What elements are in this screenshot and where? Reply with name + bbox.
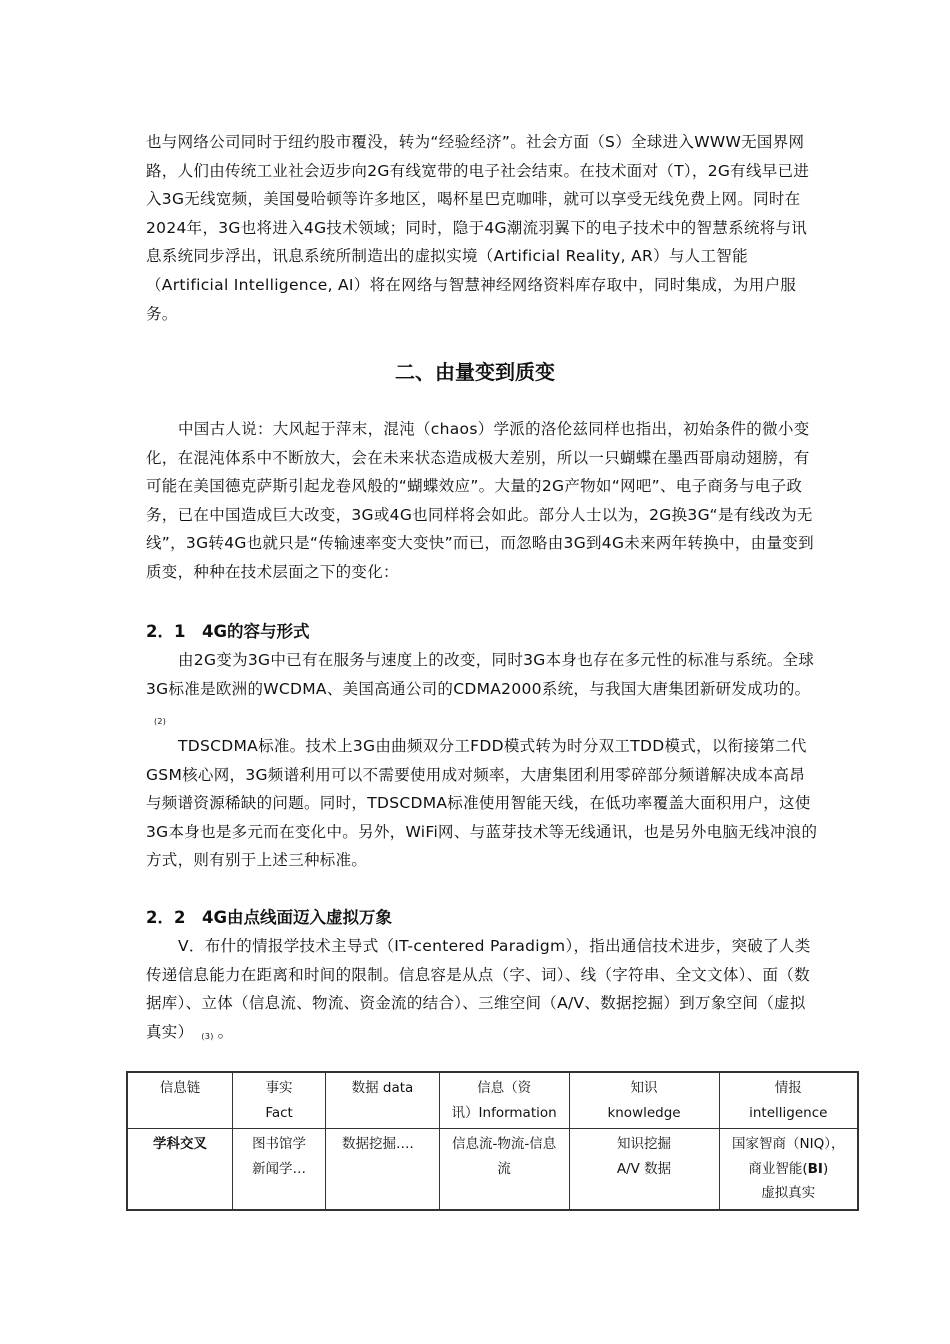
para-end: 。 [217,1022,234,1041]
para-text: V．布什的情报学技术主导式（IT-centered Paradigm），指出通信技术进步，突破了人类传递信息能力在距离和时间的限制。信息容是从点（字、词）、线（字符串、全文文体）、面（数据库）、立体（信息流、物流、资金流的结合）、三维空间（A/V、数据挖掘）到万象空间（虚拟真实） [146,937,811,1041]
footnote-ref-3: (3) [201,1031,214,1041]
information-chain-table [126,1071,859,1211]
subsection-2-2-paragraph [146,932,818,1051]
table-header-row [127,1072,858,1129]
section2-paragraph: 中国古人说：大风起于萍末，混沌（chaos）学派的洛伦兹同样也指出，初始条件的微小变化，在混沌体系中不断放大，会在未来状态造成极大差别，所以一只蝴蝶在墨西哥扇动翅膀，有可能在美国德克萨斯引起龙卷风般的“蝴蝶效应”。大量的2G产物如“网吧”、电子商务与电子政务，已在中国造成巨大改变，3G或4G也同样将会如此。部分人士以为，2G换3G“是有线改为无线”，3G转4G也就只是“传输速率变大变快”而已，而忽略由3G到4G未来两年转换中，由量变到质变，种种在技术层面之下的变化： [146,420,814,581]
table-cell: 信息（资 讯）Information [439,1072,569,1129]
subsection-2-1-paragraph-2: TDSCDMA标准。技术上3G由曲频双分工FDD模式转为时分双工TDD模式，以衔接第二代GSM核心网，3G频谱利用可以不需要使用成对频率，大唐集团利用零碎部分频谱解决成本高昂与频谱资源稀缺的问题。同时，TDSCDMA标准使用智能天线，在低功率覆盖大面积用户，这使3G本身也是多元而在变化中。另外，WiFi网、与蓝芽技术等无线通讯，也是另外电脑无线冲浪的方式，则有别于上述三种标准。 [146,737,818,870]
footnote-ref-2: (2) [154,717,167,727]
subsection-2-2-title: 2．2 4G由点线面迈入虚拟万象 [146,908,392,927]
intro-paragraph: 也与网络公司同时于纽约股市覆没，转为“经验经济”。社会方面（S）全球进入WWW无国界网路，人们由传统工业社会迈步向2G有线宽带的电子社会结束。在技术面对（T），2G有线早已进入3G无线宽频，美国曼哈顿等许多地区，喝杯星巴克咖啡，就可以享受无线免费上网。同时在2024年，3G也将进入4G技术领域；同时，隐于4G潮流羽翼下的电子技术中的智慧系统将与讯息系统同步浮出，讯息系统所制造出的虚拟实境（Artificial Reality, AR）与人工智能（Artificial Intelligence, AI）将在网络与智慧神经网络资料库存取中，同时集成，为用户服务。 [146,133,810,323]
table-cell: 信息链 [127,1072,232,1129]
table-cell: 学科交叉 [127,1129,232,1210]
subsection-2-1-title: 2．1 4G的容与形式 [146,622,310,641]
subsection-2-1-paragraph-1 [146,646,818,737]
table-cell: 知识挖掘 A/V 数据 [569,1129,719,1210]
section-title: 二、由量变到质变 [395,360,555,384]
table-cell: 图书馆学 新闻学… [232,1129,325,1210]
table-cell: 国家智商（NIQ）， 商业智能(BI) 虚拟真实 [719,1129,858,1210]
table-cell: 事实 Fact [232,1072,325,1129]
table-row [127,1129,858,1210]
para-text: 由2G变为3G中已有在服务与速度上的改变，同时3G本身也存在多元性的标准与系统。全球3G标准是欧洲的WCDMA、美国高通公司的CDMA2000系统，与我国大唐集团新研发成功的。 [146,651,815,698]
table-cell: 数据挖掘…． [326,1129,440,1210]
table-cell: 知识 knowledge [569,1072,719,1129]
table-cell: 信息流-物流-信息 流 [439,1129,569,1210]
table-cell: 情报 intelligence [719,1072,858,1129]
table-cell: 数据 data [326,1072,440,1129]
